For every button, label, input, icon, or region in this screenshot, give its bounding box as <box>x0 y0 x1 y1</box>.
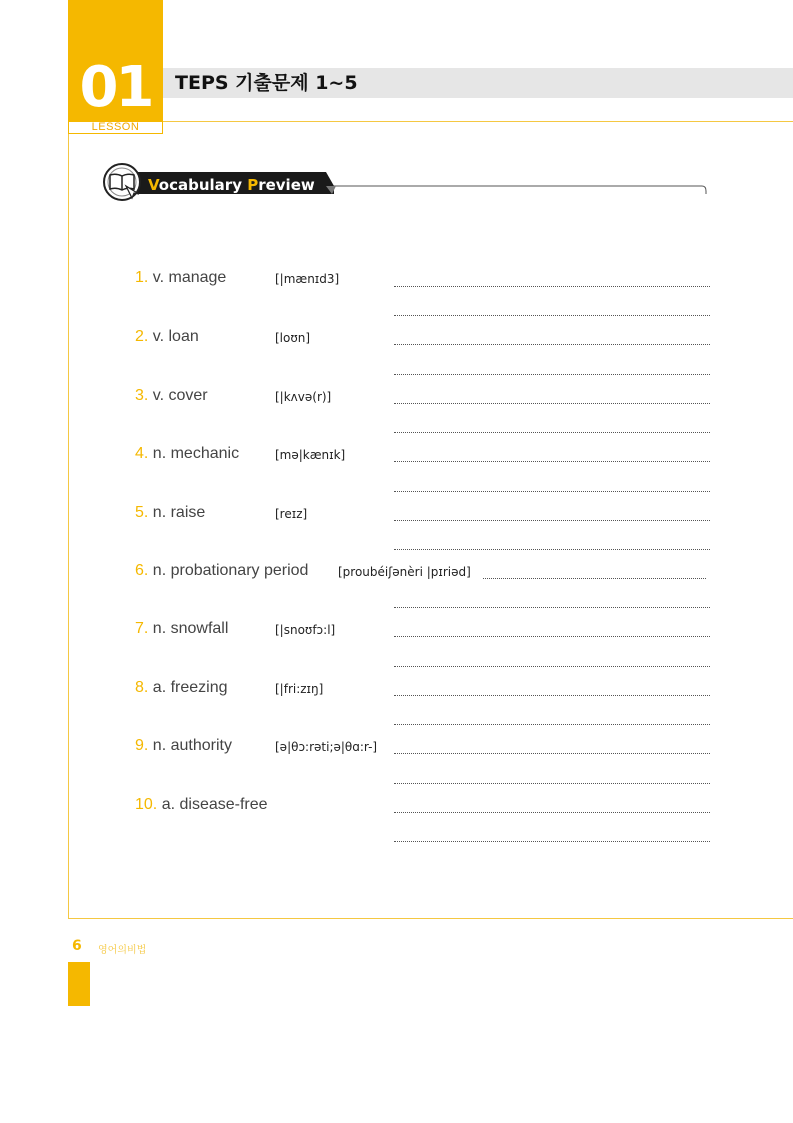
vocab-item-number: 5. <box>135 504 149 521</box>
vocab-item-word: a. freezing <box>152 679 228 696</box>
lesson-label: LESSON <box>91 121 140 133</box>
answer-line[interactable] <box>394 286 710 287</box>
vocab-item-word: v. manage <box>152 269 227 286</box>
vocab-item <box>135 562 308 580</box>
answer-line[interactable] <box>394 315 710 316</box>
vocab-item-pronunciation: [mə|kænɪk] <box>275 448 346 462</box>
answer-line[interactable] <box>394 724 710 725</box>
vocab-item-pronunciation: [loʊn] <box>275 331 311 345</box>
answer-line[interactable] <box>394 753 710 754</box>
vocab-item-pronunciation: [proubéiʃənèri |pɪriəd] <box>338 565 471 579</box>
vocab-item-pronunciation: [reɪz] <box>275 507 308 521</box>
answer-line[interactable] <box>394 344 710 345</box>
vocab-item <box>135 387 208 405</box>
vocab-item-number: 7. <box>135 620 149 637</box>
vocab-item-word: n. raise <box>152 504 206 521</box>
vocab-item <box>135 796 268 814</box>
vocab-item-pronunciation: [|kʌvə(r)] <box>275 390 332 404</box>
vocab-item <box>135 504 205 522</box>
vocab-item <box>135 737 232 755</box>
answer-line[interactable] <box>394 783 710 784</box>
answer-line[interactable] <box>483 578 706 579</box>
answer-line[interactable] <box>394 666 710 667</box>
vocab-item-number: 8. <box>135 679 149 696</box>
vocab-item-word: v. cover <box>152 387 208 404</box>
vocab-item-number: 3. <box>135 387 149 404</box>
vocab-item-word: n. mechanic <box>152 445 240 462</box>
answer-line[interactable] <box>394 695 710 696</box>
answer-line[interactable] <box>394 491 710 492</box>
answer-line[interactable] <box>394 432 710 433</box>
section-title-initial-2: P <box>247 176 259 194</box>
vocab-item-number: 2. <box>135 328 149 345</box>
open-book-icon <box>104 164 140 200</box>
vocab-item-pronunciation: [|mænɪd3] <box>275 272 340 286</box>
answer-line[interactable] <box>394 461 710 462</box>
section-title-rest-1: ocabulary <box>158 176 248 194</box>
answer-line[interactable] <box>394 812 710 813</box>
page-title: TEPS 기출문제 1~5 <box>175 72 358 94</box>
vocab-item <box>135 679 228 697</box>
vocab-item <box>135 328 199 346</box>
vocab-item-pronunciation: [ə|θɔ:rəti;ə|θɑ:r-] <box>275 740 378 754</box>
frame-left-rule <box>68 134 69 918</box>
vocab-item-word: n. probationary period <box>152 562 309 579</box>
section-title <box>148 175 315 195</box>
vocab-item-word: n. authority <box>152 737 232 754</box>
vocab-item-number: 10. <box>135 796 158 813</box>
footer-tab <box>68 962 90 1006</box>
answer-line[interactable] <box>394 549 710 550</box>
vocab-item-word: a. disease-free <box>161 796 268 813</box>
vocab-item-number: 4. <box>135 445 149 462</box>
answer-line[interactable] <box>394 520 710 521</box>
vocab-item <box>135 620 228 638</box>
answer-line[interactable] <box>394 636 710 637</box>
vocab-item-pronunciation: [|snoʊfɔ:l] <box>275 623 336 637</box>
section-title-rest-2: review <box>258 176 315 194</box>
answer-line[interactable] <box>394 841 710 842</box>
vocab-item <box>135 269 226 287</box>
vocab-item-word: v. loan <box>152 328 199 345</box>
answer-line[interactable] <box>394 403 710 404</box>
vocab-item-number: 6. <box>135 562 149 579</box>
vocab-item-number: 9. <box>135 737 149 754</box>
answer-line[interactable] <box>394 607 710 608</box>
vocab-item-number: 1. <box>135 269 149 286</box>
vocab-item <box>135 445 239 463</box>
vocab-item-pronunciation: [|fri:zɪŋ] <box>275 682 324 696</box>
vocab-item-word: n. snowfall <box>152 620 229 637</box>
frame-bottom-rule <box>68 918 793 919</box>
section-title-initial-1: V <box>148 176 159 194</box>
book-title: 영어의비법 <box>98 945 147 956</box>
lesson-number: 01 <box>79 55 152 120</box>
page-number: 6 <box>72 938 82 954</box>
answer-line[interactable] <box>394 374 710 375</box>
frame-top-rule <box>163 121 793 122</box>
